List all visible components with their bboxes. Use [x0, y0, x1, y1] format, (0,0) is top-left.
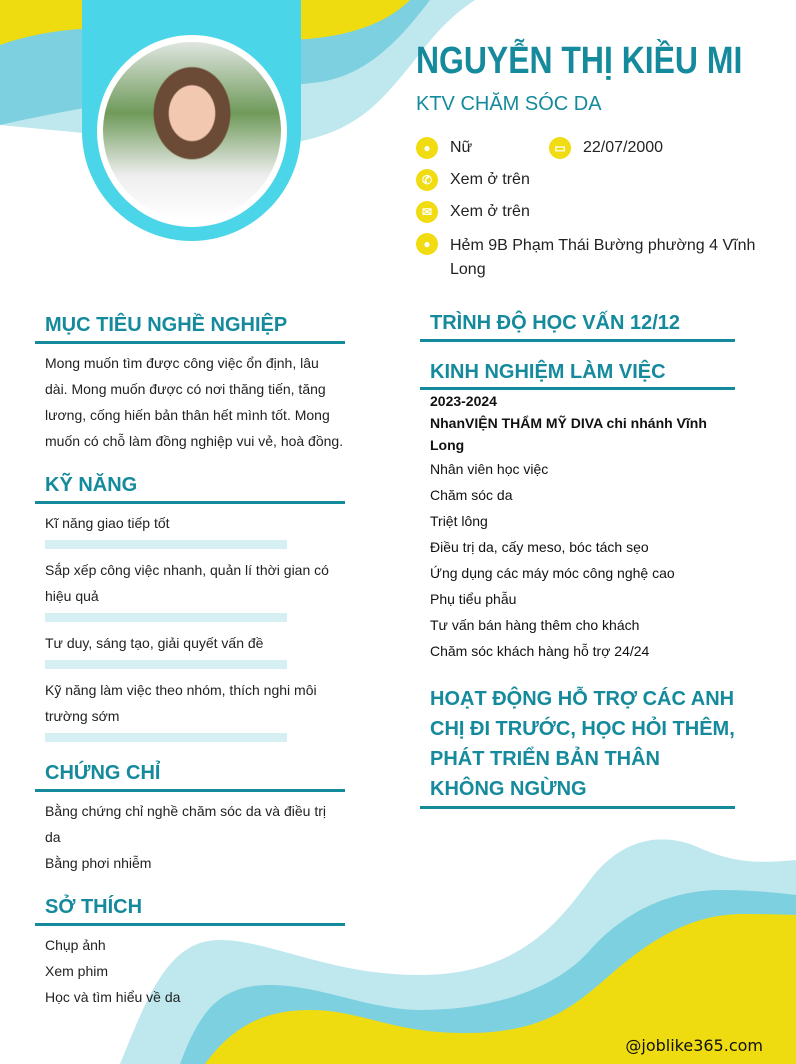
hobbies-section	[35, 896, 345, 1010]
job-title: KTV CHĂM SÓC DA	[416, 93, 602, 115]
skill-bar	[45, 613, 287, 622]
left-column	[35, 314, 345, 1030]
experience-item: Ứng dụng các máy móc công nghệ cao	[430, 565, 675, 581]
divider	[35, 501, 345, 504]
skill-item: Sắp xếp công việc nhanh, quản lí thời gian có hiệu quả	[45, 562, 329, 604]
activities-section	[420, 684, 735, 809]
experience-period: 2023-2024	[430, 393, 497, 409]
certificate-item: Bằng chứng chỉ nghề chăm sóc da và điều trị da	[45, 803, 326, 845]
experience-company: NhanVIỆN THẨM MỸ DIVA chi nhánh Vĩnh Long	[430, 415, 707, 453]
divider	[420, 806, 735, 809]
certificates-section	[35, 762, 345, 876]
skill-bar	[45, 540, 287, 549]
experience-item: Điều trị da, cấy meso, bóc tách sẹo	[430, 539, 649, 555]
skill-item: Kỹ năng làm việc theo nhóm, thích nghi môi trường sớm	[45, 682, 317, 724]
section-title: KINH NGHIỆM LÀM VIỆC	[430, 361, 666, 383]
user-icon: ●	[416, 137, 438, 159]
hobby-item: Học và tìm hiểu về da	[45, 989, 181, 1005]
experience-item: Chăm sóc da	[430, 487, 513, 503]
section-title: TRÌNH ĐỘ HỌC VẤN 12/12	[430, 312, 681, 334]
experience-item: Phụ tiểu phẫu	[430, 591, 517, 607]
experience-item: Triệt lông	[430, 513, 488, 529]
address: Hẻm 9B Phạm Thái Bường phường 4 Vĩnh Long	[450, 237, 756, 278]
experience-item: Nhân viên học việc	[430, 461, 549, 477]
section-title: SỞ THÍCH	[45, 896, 143, 918]
skills-section	[35, 474, 345, 742]
section-title: CHỨNG CHỈ	[45, 762, 161, 784]
skill-item: Kĩ năng giao tiếp tốt	[45, 515, 170, 531]
experience-item: Chăm sóc khách hàng hỗ trợ 24/24	[430, 643, 650, 659]
education-section	[420, 312, 735, 342]
gender: Nữ	[450, 139, 473, 156]
objective-section	[35, 314, 345, 454]
hobby-item: Chụp ảnh	[45, 937, 106, 953]
hobby-item: Xem phim	[45, 963, 109, 979]
candidate-name: NGUYỄN THỊ KIỀU MI	[416, 40, 743, 82]
phone-icon: ✆	[416, 169, 438, 191]
section-title: KỸ NĂNG	[45, 474, 138, 496]
certificate-item: Bằng phơi nhiễm	[45, 855, 152, 871]
experience-item: Tư vấn bán hàng thêm cho khách	[430, 617, 640, 633]
section-title: MỤC TIÊU NGHỀ NGHIỆP	[45, 314, 288, 336]
mail-icon: ✉	[416, 201, 438, 223]
divider	[420, 339, 735, 342]
profile-photo	[103, 42, 281, 220]
calendar-icon: ▭	[549, 137, 571, 159]
birthday: 22/07/2000	[583, 139, 664, 156]
email: Xem ở trên	[450, 203, 530, 220]
phone: Xem ở trên	[450, 171, 530, 188]
objective-text: Mong muốn tìm được công việc ổn định, lâu dài. Mong muốn được có nơi thăng tiến, tăng lương, cống hiến bản thân hết mình tốt. Mong muốn có chỗ làm đồng nghiệp vui vẻ, hoà đồng.	[45, 355, 344, 449]
right-column	[420, 312, 735, 809]
watermark: @joblike365.com	[625, 1036, 763, 1055]
skill-bar	[45, 660, 287, 669]
location-icon: ●	[416, 233, 438, 255]
experience-section	[420, 360, 735, 664]
skill-bar	[45, 733, 287, 742]
skill-item: Tư duy, sáng tạo, giải quyết vấn đề	[45, 635, 264, 651]
section-title: HOẠT ĐỘNG HỖ TRỢ CÁC ANH CHỊ ĐI TRƯỚC, HỌC HỎI THÊM, PHÁT TRIỂN BẢN THÂN KHÔNG NGỪNG	[430, 688, 735, 800]
